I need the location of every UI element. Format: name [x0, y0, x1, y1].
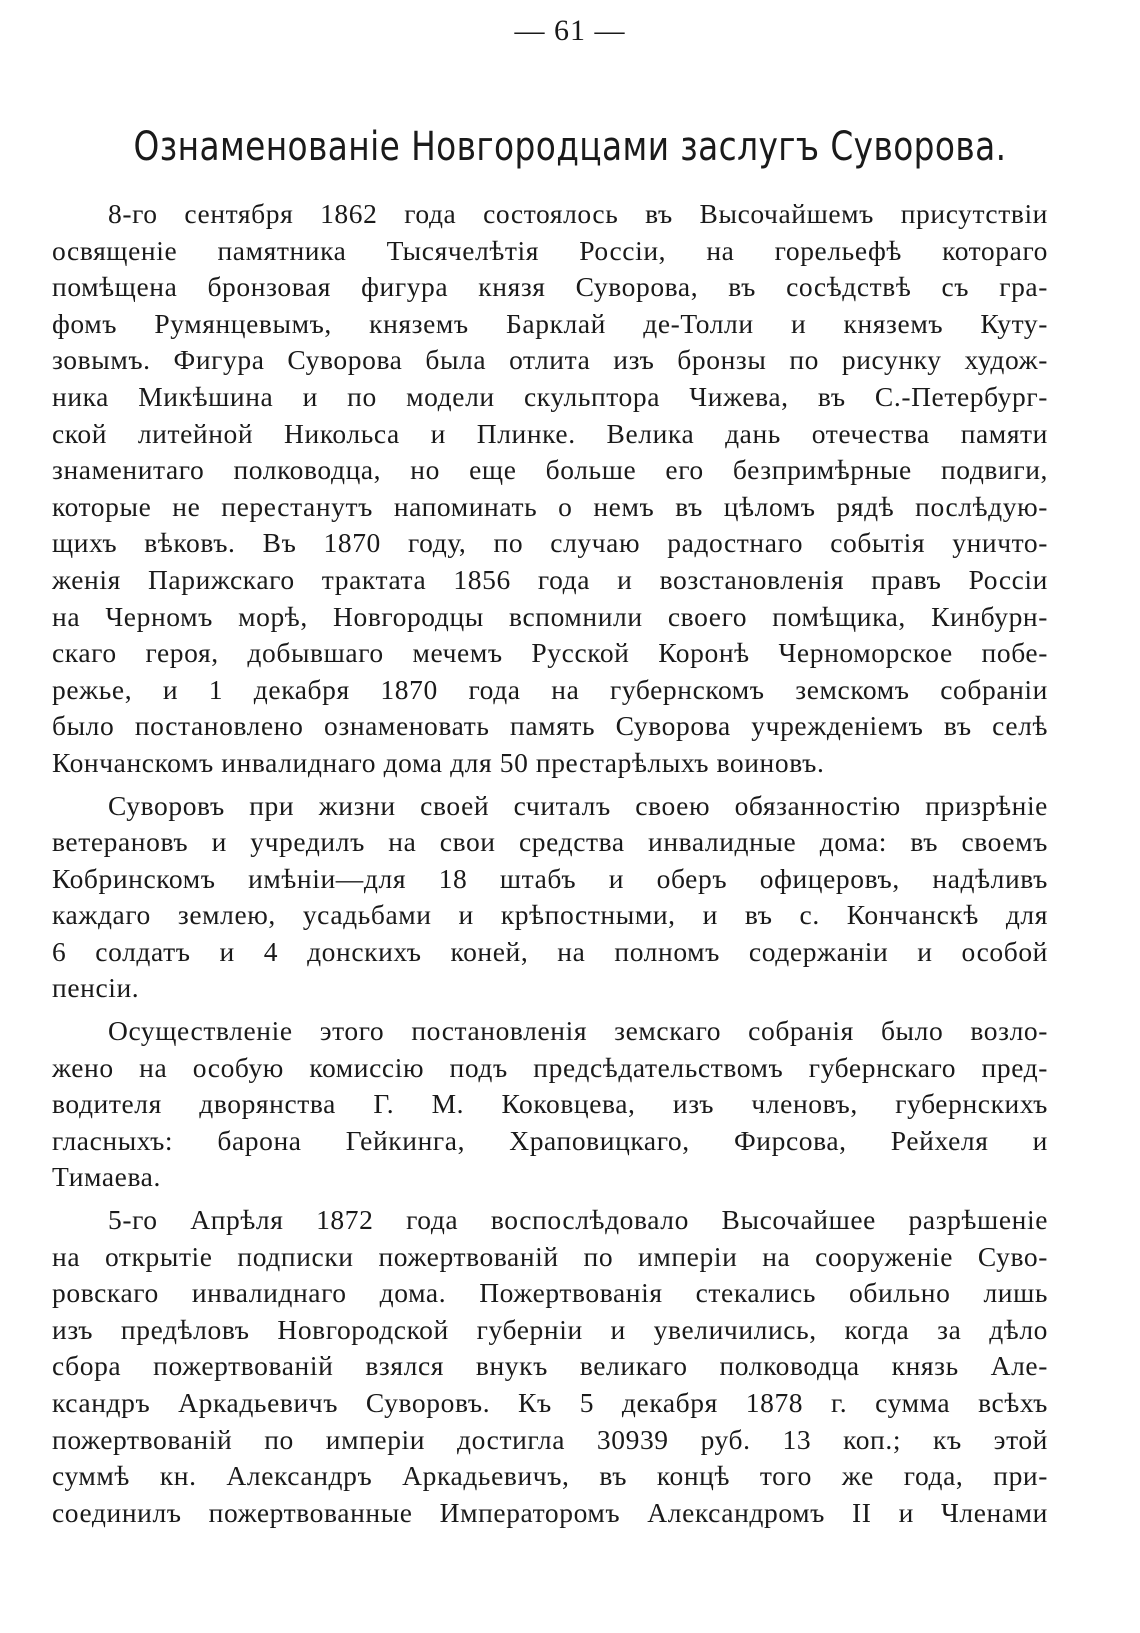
text-line: Суворовъ при жизни своей считалъ своею обязанностію призрѣніе	[108, 789, 1048, 821]
text-line: пожертвованій по имперіи достигла 30939 руб. 13 коп.; къ этой	[52, 1423, 1048, 1455]
text-line: ника Микѣшина и по модели скульптора Чижева, въ С.-Петербург-	[52, 380, 1048, 412]
paragraph-4	[52, 1202, 1048, 1531]
text-line: Тимаева.	[52, 1161, 161, 1193]
text-line: 8-го сентября 1862 года состоялось въ Высочайшемъ присутствіи	[108, 198, 1048, 229]
text-line: 5-го Апрѣля 1872 года воспослѣдовало Высочайшее разрѣшеніе	[108, 1204, 1048, 1236]
text-line: освященіе памятника Тысячелѣтія Россіи, на горельефѣ котораго	[52, 234, 1048, 266]
text-line: соединилъ пожертвованные Императоромъ Александромъ II и Членами	[52, 1496, 1048, 1528]
text-line: знаменитаго полководца, но еще больше его безпримѣрные подвиги,	[52, 454, 1048, 486]
text-line: помѣщена бронзовая фигура князя Суворова, въ сосѣдствѣ съ гра-	[52, 271, 1048, 303]
text-line: каждаго землею, усадьбами и крѣпостными, и въ с. Кончанскѣ для	[52, 899, 1048, 931]
text-line: ксандръ Аркадьевичъ Суворовъ. Къ 5 декабря 1878 г. сумма всѣхъ	[52, 1387, 1048, 1418]
text-line: щихъ вѣковъ. Въ 1870 году, по случаю радостнаго событія уничто-	[52, 527, 1048, 559]
text-line: водителя дворянства Г. М. Коковцева, изъ членовъ, губернскихъ	[52, 1088, 1048, 1120]
text-line: на Черномъ морѣ, Новгородцы вспомнили своего помѣщика, Кинбурн-	[52, 600, 1048, 632]
paragraph-1	[52, 196, 1048, 782]
text-line: Кончанскомъ инвалиднаго дома для 50 престарѣлыхъ воиновъ.	[52, 746, 825, 778]
text-line: жено на особую комиссію подъ предсѣдательствомъ губернскаго пред-	[52, 1051, 1048, 1083]
text-line: гласныхъ: барона Гейкинга, Храповицкаго, Фирсова, Рейхеля и	[52, 1124, 1048, 1156]
page-number: — 61 —	[514, 14, 626, 47]
document-body	[52, 196, 1048, 1537]
text-line: ской литейной Никольса и Плинке. Велика дань отечества памяти	[52, 417, 1048, 449]
text-line: зовымъ. Фигура Суворова была отлита изъ бронзы по рисунку худож-	[52, 344, 1048, 376]
text-line: скаго героя, добывшаго мечемъ Русской Коронѣ Черноморское побе-	[52, 637, 1048, 669]
text-line: фомъ Румянцевымъ, княземъ Барклай де-Толли и княземъ Куту-	[52, 307, 1048, 339]
text-line: 6 солдатъ и 4 донскихъ коней, на полномъ содержаніи и особой	[52, 935, 1048, 967]
text-line: на открытіе подписки пожертвованій по имперіи на сооруженіе Суво-	[52, 1240, 1048, 1272]
text-line: Кобринскомъ имѣніи—для 18 штабъ и оберъ офицеровъ, надѣливъ	[52, 862, 1048, 894]
paragraph-3	[52, 1013, 1048, 1196]
text-line: суммѣ кн. Александръ Аркадьевичъ, въ концѣ того же года, при-	[52, 1460, 1048, 1492]
text-line: режье, и 1 декабря 1870 года на губернскомъ земскомъ собраніи	[52, 673, 1048, 705]
text-line: женія Парижскаго трактата 1856 года и возстановленія правъ Россіи	[52, 563, 1048, 595]
text-line: Осуществленіе этого постановленія земскаго собранія было возло-	[108, 1015, 1048, 1047]
text-line: изъ предѣловъ Новгородской губерніи и увеличились, когда за дѣло	[52, 1313, 1048, 1345]
text-line: ветерановъ и учредилъ на свои средства инвалидные дома: въ своемъ	[52, 826, 1048, 858]
text-line: которые не перестанутъ напоминать о немъ въ цѣломъ рядѣ послѣдую-	[52, 490, 1048, 522]
text-line: сбора пожертвованій взялся внукъ великаго полководца князь Але-	[52, 1350, 1048, 1382]
text-line: было постановлено ознаменовать память Суворова учрежденіемъ въ селѣ	[52, 710, 1048, 742]
paragraph-2	[52, 788, 1048, 1008]
text-line: ровскаго инвалиднаго дома. Пожертвованія стекались обильно лишь	[52, 1277, 1048, 1309]
text-line: пенсіи.	[52, 972, 140, 1004]
page-title: Ознаменованіе Новгородцами заслугъ Суворова.	[133, 124, 1007, 170]
